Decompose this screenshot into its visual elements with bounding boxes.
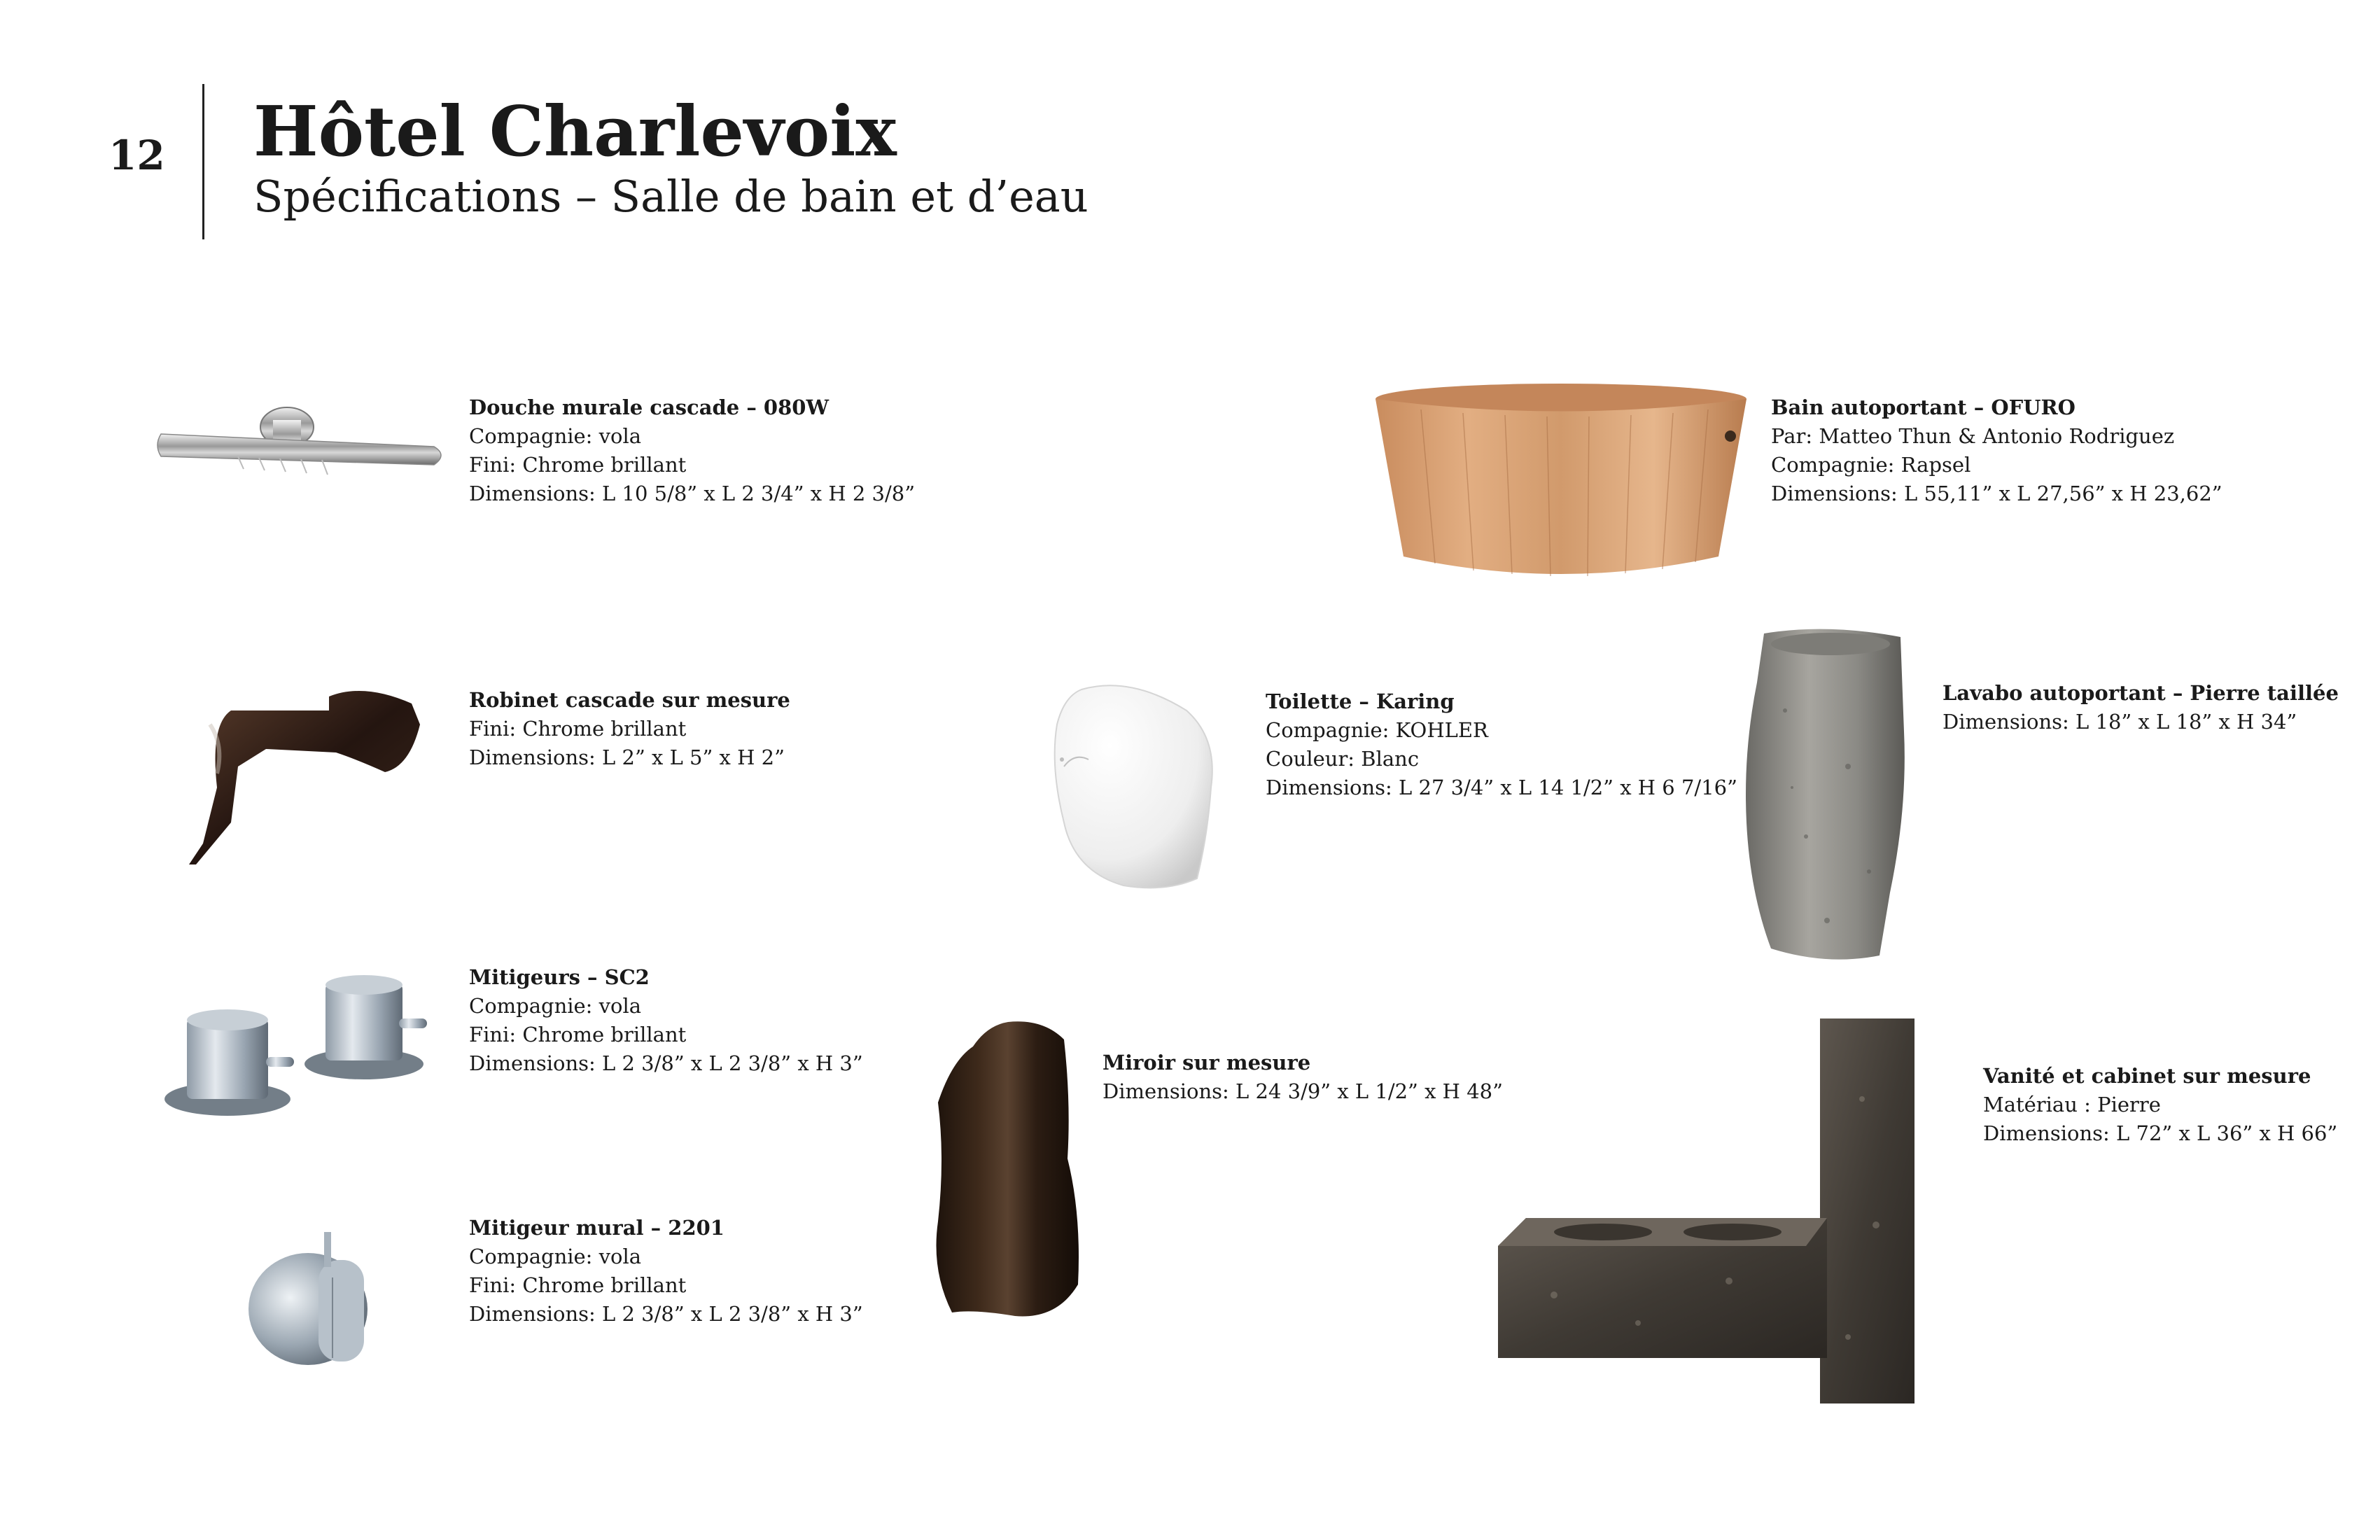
item-dimensions: Dimensions: L 24 3/9” x L 1/2” x H 48” bbox=[1102, 1079, 1503, 1103]
page-number: 12 bbox=[108, 132, 165, 179]
spec-cascade-faucet bbox=[469, 686, 790, 772]
spec-mixers-sc2 bbox=[469, 963, 863, 1078]
spec-mirror bbox=[1102, 1049, 1503, 1106]
spec-wall-mixer bbox=[469, 1214, 863, 1329]
item-dimensions: Dimensions: L 72” x L 36” x H 66” bbox=[1983, 1121, 2338, 1145]
mirror-image bbox=[931, 1018, 1085, 1320]
item-company: Compagnie: KOHLER bbox=[1266, 718, 1488, 742]
item-dimensions: Dimensions: L 2 3/8” x L 2 3/8” x H 3” bbox=[469, 1302, 863, 1326]
item-name: Toilette – Karing bbox=[1266, 690, 1455, 713]
item-material: Matériau : Pierre bbox=[1983, 1093, 2161, 1116]
spec-bathtub bbox=[1771, 393, 2222, 508]
cascade-faucet-image bbox=[189, 682, 420, 864]
item-finish: Fini: Chrome brillant bbox=[469, 717, 687, 741]
item-name: Douche murale cascade – 080W bbox=[469, 396, 830, 419]
item-name: Miroir sur mesure bbox=[1102, 1051, 1311, 1074]
item-company: Compagnie: vola bbox=[469, 1245, 642, 1268]
item-name: Lavabo autoportant – Pierre taillée bbox=[1942, 681, 2339, 705]
bathtub-image bbox=[1372, 382, 1750, 581]
item-color: Couleur: Blanc bbox=[1266, 747, 1420, 771]
item-dimensions: Dimensions: L 2” x L 5” x H 2” bbox=[469, 746, 785, 769]
mixers-sc2-image bbox=[161, 969, 427, 1130]
item-name: Robinet cascade sur mesure bbox=[469, 688, 790, 712]
stone-basin-image bbox=[1743, 626, 1907, 966]
spec-toilet bbox=[1266, 687, 1737, 802]
item-finish: Fini: Chrome brillant bbox=[469, 1273, 687, 1297]
item-name: Mitigeurs – SC2 bbox=[469, 965, 650, 989]
item-finish: Fini: Chrome brillant bbox=[469, 1023, 687, 1046]
item-dimensions: Dimensions: L 18” x L 18” x H 34” bbox=[1942, 710, 2297, 734]
spec-shower-head bbox=[469, 393, 915, 508]
item-name: Vanité et cabinet sur mesure bbox=[1983, 1064, 2311, 1088]
item-dimensions: Dimensions: L 55,11” x L 27,56” x H 23,62” bbox=[1771, 482, 2222, 505]
item-dimensions: Dimensions: L 2 3/8” x L 2 3/8” x H 3” bbox=[469, 1051, 863, 1075]
page-subtitle: Spécifications – Salle de bain et d’eau bbox=[253, 171, 1088, 222]
shower-head-image bbox=[154, 392, 462, 490]
item-company: Compagnie: vola bbox=[469, 424, 642, 448]
header-divider bbox=[202, 84, 204, 239]
item-finish: Fini: Chrome brillant bbox=[469, 453, 687, 477]
item-name: Bain autoportant – OFURO bbox=[1771, 396, 2076, 419]
item-company: Compagnie: vola bbox=[469, 994, 642, 1018]
item-dimensions: Dimensions: L 10 5/8” x L 2 3/4” x H 2 3/8” bbox=[469, 482, 916, 505]
item-name: Mitigeur mural – 2201 bbox=[469, 1216, 724, 1240]
wall-mixer-image bbox=[227, 1228, 374, 1368]
spec-stone-basin bbox=[1942, 679, 2339, 736]
spec-vanity bbox=[1983, 1062, 2337, 1148]
vanity-image bbox=[1498, 1015, 1918, 1407]
item-designer: Par: Matteo Thun & Antonio Rodriguez bbox=[1771, 424, 2175, 448]
toilet-image bbox=[1046, 682, 1218, 892]
item-dimensions: Dimensions: L 27 3/4” x L 14 1/2” x H 6 7/16” bbox=[1266, 776, 1737, 799]
item-company: Compagnie: Rapsel bbox=[1771, 453, 1971, 477]
page-title: Hôtel Charlevoix bbox=[253, 92, 897, 172]
